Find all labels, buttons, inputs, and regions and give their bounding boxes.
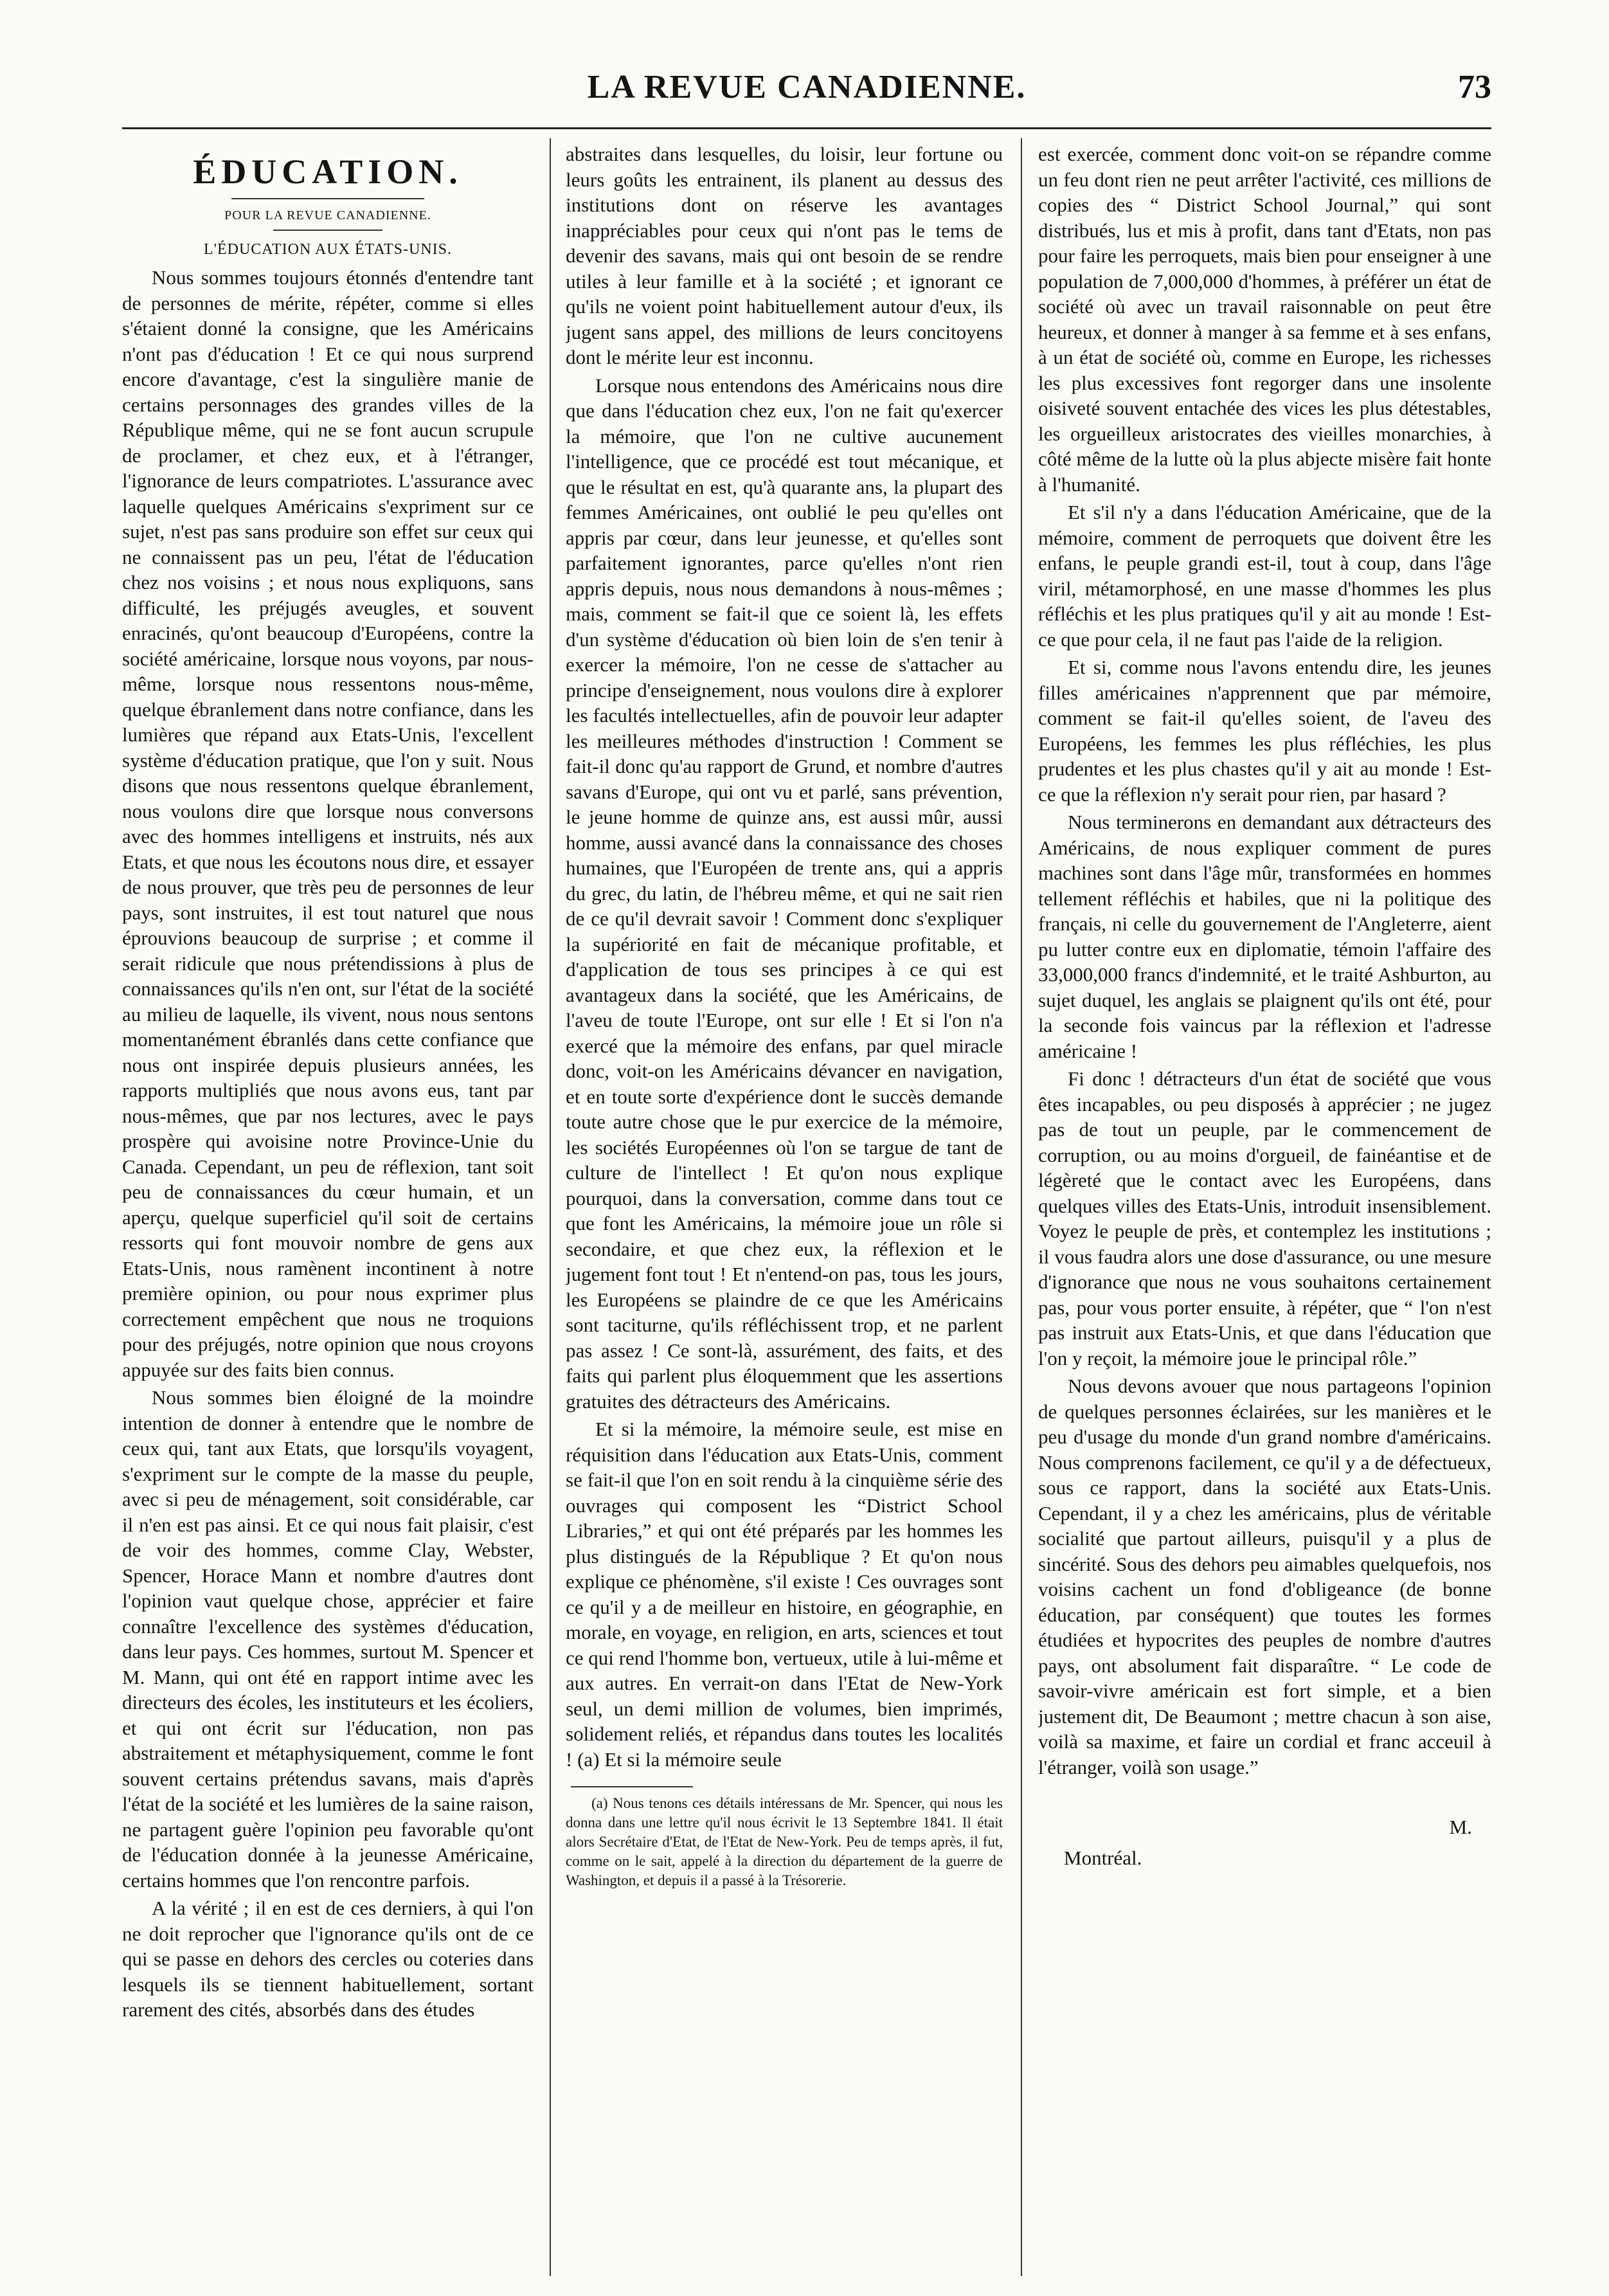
- paragraph: Fi donc ! détracteurs d'un état de société que vous êtes incapables, ou peu disposés à apprécier ; ne jugez pas de tout un peuple, par le commencement de corruption, ou au moins d'orgueil, de fainéantise et de légèreté que le contact avec les Européens, dans quelques villes des Etats-Unis, introduit insensiblement. Voyez le peuple de près, et contemplez les institutions ; il vous faudra alors une dose d'assurance, ou une mesure d'ignorance que nous ne vous souhaitons certainement pas, pour vous porter ensuite, à répéter, que “ l'on n'est pas instruit aux Etats-Unis, et que dans l'éducation que l'on y reçoit, la mémoire joue le principal rôle.”: [1038, 1067, 1491, 1369]
- place-line: Montréal.: [1064, 1847, 1142, 1869]
- column-separator: [1021, 138, 1022, 2276]
- column-separator: [550, 138, 551, 2276]
- article-subtitle: L'ÉDUCATION AUX ÉTATS-UNIS.: [203, 241, 453, 258]
- header-rule: [122, 127, 1491, 129]
- running-title: LA REVUE CANADIENNE.: [587, 69, 1027, 105]
- page-number: 73: [1458, 69, 1491, 105]
- column-1: [122, 141, 534, 2276]
- title-rule: [231, 198, 424, 199]
- paragraph: Et si la mémoire, la mémoire seule, est mise en réquisition dans l'éducation aux Etats-Unis, comment se fait-il que l'on en soit rendu à la cinquième série des ouvrages qui composent les “District School Libraries,” et qui ont été préparés par les hommes les plus distingués de la République ? Et qu'on nous explique ce phénomène, s'il existe ! Ces ouvrages sont ce qu'il y a de meilleur en histoire, en géographie, en morale, en voyage, en religion, en arts, sciences et tout ce qui rend l'homme bon, vertueux, utile à lui-même et aux autres. En verrait-on dans l'Etat de New-York seul, un demi million de volumes, bien imprimés, solidement reliés, et répandus dans toutes les localités ! (a) Et si la mémoire seule: [566, 1418, 1003, 1771]
- byline-rule: [273, 230, 382, 231]
- section-title: ÉDUCATION.: [193, 152, 463, 191]
- author-signature: M.: [1449, 1816, 1472, 1838]
- paragraph: Nous sommes toujours étonnés d'entendre tant de personnes de mérite, répéter, comme si elles s'étaient donné la consigne, que les Américains n'ont pas d'éducation ! Et ce qui nous surprend encore d'avantage, c'est la singulière manie de certains personnages des grandes villes de la République même, qui ne se font aucun scrupule de proclamer, et chez eux, et à l'étranger, l'ignorance de leurs compatriotes. L'assurance avec laquelle quelques Américains s'expriment sur ce sujet, n'est pas sans produire son effet sur ceux qui ne connaissent pas un peu, l'état de l'éducation chez nos voisins ; et nous nous expliquons, sans difficulté, les préjugés aveugles, et souvent enracinés, qu'ont beaucoup d'Européens, contre la société américaine, lorsque nous voyons, par nous-même, lorsque nous ressentons nous-même, quelque ébranlement dans notre confiance, dans les lumières que répand aux Etats-Unis, l'excellent système d'éducation pratique, que l'on y suit. Nous disons que nous ressentons quelque ébranlement, nous voulons dire que lorsque nous conversons avec des hommes intelligens et instruits, nés aux Etats, et que nous les écoutons nous dire, et essayer de nous prouver, que très peu de personnes de leur pays, sont instruites, il est tout naturel que nous éprouvions beaucoup de surprise ; et comme il serait ridicule que nous prétendissions à plus de connaissances qu'ils n'en ont, sur l'état de la société au milieu de laquelle, ils vivent, nous nous sentons momentanément ébranlés dans cette confiance que nous ont inspirée depuis plusieurs années, les rapports multipliés que nous avons eus, tant par nous-mêmes, que par nos lectures, avec le pays prospère qui avoisine notre Province-Unie du Canada. Cependant, un peu de réflexion, tant soit peu de connaissances du cœur humain, et un aperçu, quelque superficiel qu'il soit de certains ressorts qui font mouvoir nombre de gens aux Etats-Unis, nous ramènent incontinent à notre première opinion, ou pour nous exprimer plus correctement empêchent que nous ne troquions pour des préjugés, notre opinion que nous croyons appuyée sur des faits bien connus.: [122, 266, 534, 1381]
- footnote-rule: [571, 1786, 693, 1787]
- paragraph: abstraites dans lesquelles, du loisir, leur fortune ou leurs goûts les entrainent, ils planent au dessus des institutions dont on réserve les avantages inappréciables pour ceux qui n'ont pas le tems de devenir des savans, mais qui ont besoin de se rendre utiles à leur famille et à la société ; et ignorant ce qu'ils ne voient point habituellement autour d'eux, ils jugent sans appel, des millions de leurs concitoyens dont le mérite leur est inconnu.: [566, 143, 1003, 368]
- byline: POUR LA REVUE CANADIENNE.: [224, 208, 431, 222]
- paragraph: est exercée, comment donc voit-on se répandre comme un feu dont rien ne peut arrêter l'activité, ces millions de copies des “ District School Journal,” qui sont distribués, lus et mis à profit, dans tant d'Etats, non pas pour faire les perroquets, mais bien pour enseigner à une population de 7,000,000 d'hommes, à préférer un état de société où avec un travail raisonnable on peut être heureux, et donner à manger à sa femme et à ses enfans, à un état de société où, comme en Europe, les richesses les plus excessives font regorger dans une insolente oisiveté souvent entachée des vices les plus détestables, les orgueilleux aristocrates des vieilles monarchies, à côté même de la lutte où la plus abjecte misère fait honte à l'humanité.: [1038, 143, 1491, 496]
- paragraph: Nous terminerons en demandant aux détracteurs des Américains, de nous expliquer comment de pures machines sont dans l'âge mûr, transformées en hommes tellement réfléchis et habiles, que ni la politique des français, ni celle du gouvernement de l'Angleterre, aient pu lutter contre eux en diplomatie, témoin l'affaire des 33,000,000 francs d'indemnité, et le traité Ashburton, au sujet duquel, les anglais se plaignent qu'ils ont été, pour la seconde fois vaincus par la réflexion et l'adresse américaine !: [1038, 811, 1491, 1062]
- paragraph: Nous sommes bien éloigné de la moindre intention de donner à entendre que le nombre de ceux qui, tant aux Etats, que lorsqu'ils voyagent, s'expriment sur le compte de la masse du peuple, avec si peu de ménagement, soit considérable, car il n'en est pas ainsi. Et ce qui nous fait plaisir, c'est de voir des hommes, comme Clay, Webster, Spencer, Horace Mann et nombre d'autres dont l'opinion vaut quelque chose, apprécier et faire connaître l'excellence des systèmes d'éducation, dans leur pays. Ces hommes, surtout M. Spencer et M. Mann, qui ont été en rapport intime avec les directeurs des écoles, les instituteurs et les écoliers, et qui ont écrit sur l'éducation, non pas abstraitement et métaphysiquement, comme le font souvent certains prétendus savans, mais d'après l'état de la société et les lumières de la saine raison, ne partagent guère l'opinion peu favorable qu'ont de l'éducation donnée à la jeunesse Américaine, certains hommes que l'on rencontre parfois.: [122, 1386, 534, 1892]
- paragraph: Nous devons avouer que nous partageons l'opinion de quelques personnes éclairées, sur les manières et le peu d'usage du monde d'un grand nombre d'américains. Nous comprenons facilement, ce qu'il y a de défectueux, sous ce rapport, dans la société aux Etats-Unis. Cependant, il y a chez les américains, plus de véritable socialité que partout ailleurs, puisqu'il y a plus de sincérité. Sous des dehors peu aimables quelquefois, nos voisins cachent un fond d'obligeance (de bonne éducation, par conséquent) que toutes les formes étudiées et hypocrites des peuples de nombre d'autres pays, ont absolument fait disparaître. “ Le code de savoir-vivre américain est fort simple, et a bien justement dit, De Beaumont ; mettre chacun à son aise, voilà sa maxime, et faire un cordial et franc acceuil à l'étranger, voilà son usage.”: [1038, 1375, 1491, 1778]
- page-header: [122, 68, 1491, 120]
- column-3: [1038, 141, 1491, 2276]
- column-2: [566, 141, 1003, 2276]
- paragraph: A la vérité ; il en est de ces derniers, à qui l'on ne doit reprocher que l'ignorance qu'ils ont de ce qui se passe en dehors des cercles ou coteries dans lesquels ils se tiennent habituellement, sortant rarement des cités, absorbés dans des études: [122, 1897, 534, 2021]
- paragraph: Et si, comme nous l'avons entendu dire, les jeunes filles américaines n'apprennent que par mémoire, comment se fait-il qu'elles soient, de l'aveu des Européens, les femmes les plus réfléchies, les plus prudentes et les plus chastes qu'il y ait au monde ! Est-ce que la réflexion n'y serait pour rien, par hasard ?: [1038, 656, 1491, 806]
- footnote: (a) Nous tenons ces détails intéressans de Mr. Spencer, qui nous les donna dans une lettre qu'il nous écrivit le 13 Septembre 1841. Il était alors Secrétaire d'Etat, de l'Etat de New-York. Peu de temps après, il fut, comme on le sait, appelé à la direction du département de la guerre de Washington, et depuis il a passé à la Trésorerie.: [566, 1795, 1003, 1888]
- paragraph: Et s'il n'y a dans l'éducation Américaine, que de la mémoire, comment de perroquets que doivent être les enfans, le peuple grandi est-il, tout à coup, dans l'âge viril, métamorphosé, en une masse d'hommes les plus réfléchis et les plus pratiques qu'il y ait au monde ! Est-ce que pour cela, il ne faut pas l'aide de la religion.: [1038, 501, 1491, 651]
- paragraph: Lorsque nous entendons des Américains nous dire que dans l'éducation chez eux, l'on ne fait qu'exercer la mémoire, que l'on ne cultive aucunement l'intelligence, que ce procédé est tout mécanique, et que le résultat en est, qu'à quarante ans, la plupart des femmes Américaines, ont oublié le peu qu'elles ont appris par cœur, dans leur jeunesse, et qu'elles sont parfaitement ignorantes, parce qu'elles n'ont rien appris depuis, nous nous demandons à nous-mêmes ; mais, comment se fait-il que ce soient là, les effets d'un système d'éducation où bien loin de s'en tenir à exercer la mémoire, l'on ne cesse de s'attacher au principe d'enseignement, nous voulons dire à explorer les facultés intellectuelles, afin de pouvoir leur adapter les meilleures méthodes d'instruction ! Comment se fait-il donc qu'au rapport de Grund, et nombre d'autres savans d'Europe, qui ont vu et parlé, sans prévention, le jeune homme de quinze ans, est aussi mûr, aussi homme, aussi avancé dans la connaissance des choses humaines, que l'Européen de trente ans, qui a appris du grec, du latin, de l'hébreu même, et qui ne sait rien de ce qu'il devrait savoir ! Comment donc s'expliquer la supériorité en fait de mécanique profitable, et d'application de tous ses principes à ce qui est avantageux dans la société, que les Américains, de l'aveu de toute l'Europe, ont sur elle ! Et si l'on n'a exercé que la mémoire des enfans, par quel miracle donc, voit-on les Américains dévancer en navigation, et en toute sorte d'expérience dont le succès demande toute autre chose que le pur exercice de la mémoire, les sociétés Européennes où l'on se targue de tant de culture de l'intellect ! Et qu'on nous explique pourquoi, dans la conversation, comme dans tout ce que font les Américains, la mémoire joue un rôle si secondaire, et que chez eux, la réflexion et le jugement font tout ! Et n'entend-on pas, tous les jours, les Européens se plaindre de ce que les Américains sont taciturne, qu'ils réfléchissent trop, et ne parlent pas assez ! Ce sont-là, assurément, des faits, et des faits qui parlent plus éloquemment que les assertions gratuites des détracteurs des Américains.: [566, 374, 1003, 1413]
